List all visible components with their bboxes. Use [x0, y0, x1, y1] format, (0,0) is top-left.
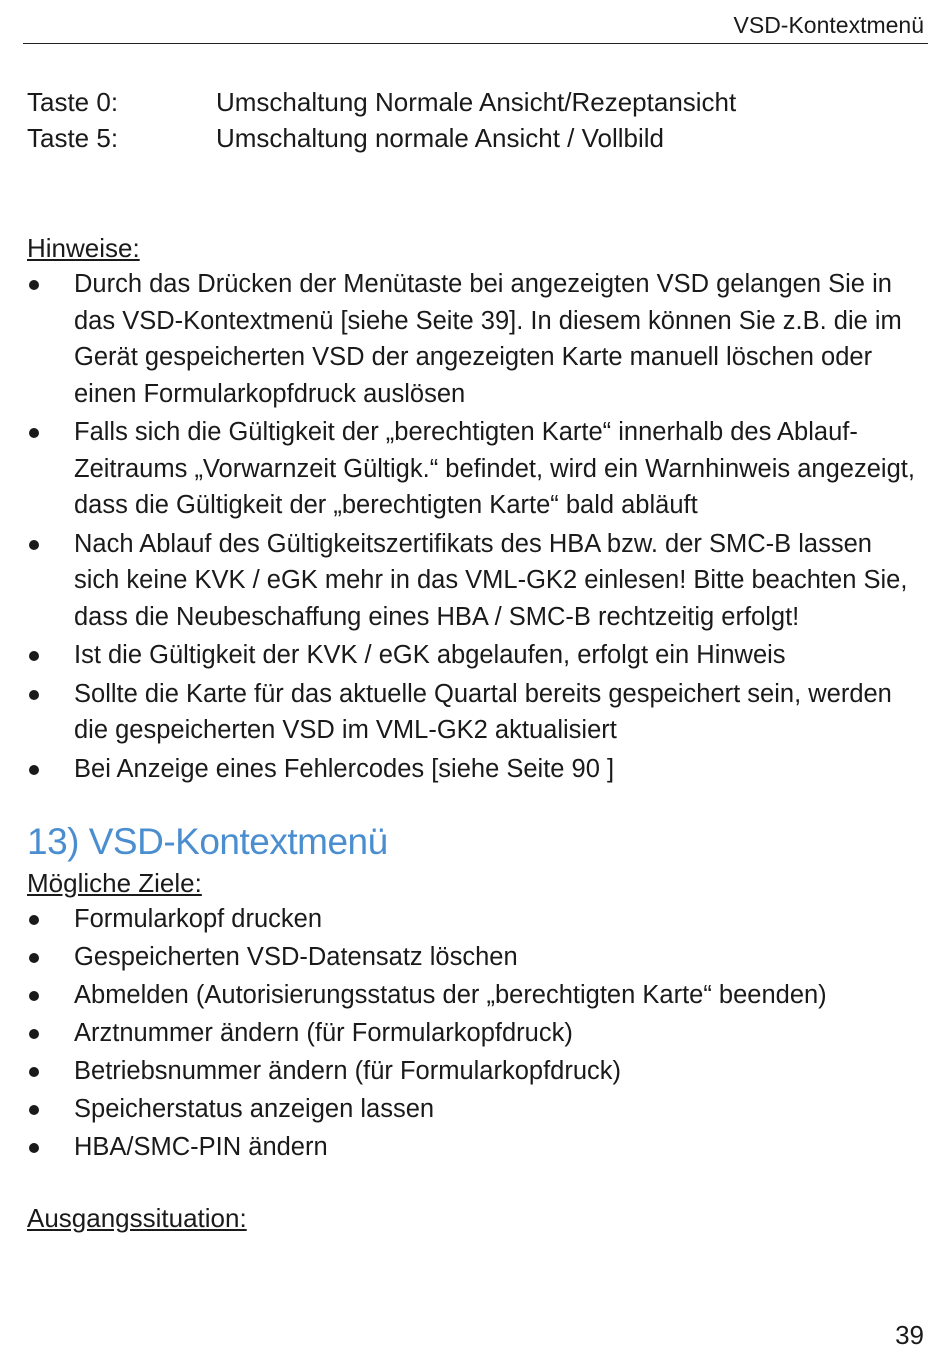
start-situation-label: Ausgangssituation:	[27, 1202, 247, 1233]
note-text: Durch das Drücken der Menütaste bei angezeigten VSD gelangen Sie in das VSD-Kontextmenü [siehe Seite 39]. In diesem können Sie z.B. die im Gerät gespeicherten VSD der angezeigten Karte manuell löschen oder einen Formularkopfdruck auslösen	[74, 270, 902, 408]
goal-item	[27, 1129, 922, 1166]
goal-text: Gespeicherten VSD-Datensatz löschen	[74, 943, 518, 971]
goal-item	[27, 939, 922, 976]
key-description: Umschaltung Normale Ansicht/Rezeptansicht	[216, 87, 737, 117]
key-description: Umschaltung normale Ansicht / Vollbild	[216, 123, 665, 153]
bullet-icon	[29, 1143, 39, 1153]
bullet-icon	[29, 280, 39, 290]
goal-text: Speicherstatus anzeigen lassen	[74, 1095, 435, 1123]
note-text: Ist die Gültigkeit der KVK / eGK abgelaufen, erfolgt ein Hinweis	[74, 641, 786, 669]
page-content	[27, 84, 922, 1236]
goal-item	[27, 977, 922, 1014]
note-item	[27, 414, 922, 524]
key-row	[27, 84, 922, 120]
section-heading: 13) VSD-Kontextmenü	[27, 821, 388, 862]
bullet-icon	[29, 651, 39, 661]
notes-label: Hinweise:	[27, 233, 140, 263]
key-row	[27, 120, 922, 156]
key-name: Taste 0:	[27, 87, 119, 117]
goal-item	[27, 1091, 922, 1128]
header-rule	[23, 43, 928, 44]
note-item	[27, 751, 922, 788]
note-item	[27, 266, 922, 412]
key-name: Taste 5:	[27, 123, 119, 153]
bullet-icon	[29, 915, 39, 925]
note-item	[27, 676, 922, 749]
goals-label: Mögliche Ziele:	[27, 868, 202, 898]
bullet-icon	[29, 1029, 39, 1039]
note-item	[27, 526, 922, 636]
bullet-icon	[29, 690, 39, 700]
goal-text: Formularkopf drucken	[74, 905, 323, 933]
bullet-icon	[29, 765, 39, 775]
note-text: Nach Ablauf des Gültigkeitszertifikats des HBA bzw. der SMC-B lassen sich keine KVK / eGK mehr in das VML-GK2 einlesen! Bitte beachten Sie, dass die Neubeschaffung eines HBA / SMC-B rechtzeitig erfolgt!	[74, 529, 908, 631]
bullet-icon	[29, 953, 39, 963]
note-text: Bei Anzeige eines Fehlercodes [siehe Seite 90 ]	[74, 754, 615, 783]
header-title: VSD-Kontextmenü	[733, 12, 924, 38]
goals-list	[27, 901, 922, 1166]
goal-text: Abmelden (Autorisierungsstatus der „berechtigten Karte“ beenden)	[74, 981, 827, 1009]
goal-item	[27, 901, 922, 938]
goal-text: Arztnummer ändern (für Formularkopfdruck)	[74, 1019, 573, 1047]
notes-section	[27, 230, 922, 787]
bullet-icon	[29, 1105, 39, 1115]
notes-list	[27, 266, 922, 787]
goal-item	[27, 1053, 922, 1090]
goal-item	[27, 1015, 922, 1052]
page-number: 39	[895, 1320, 924, 1350]
bullet-icon	[29, 428, 39, 438]
bullet-icon	[29, 991, 39, 1001]
bullet-icon	[29, 540, 39, 550]
key-list	[27, 84, 922, 156]
bullet-icon	[29, 1067, 39, 1077]
goal-text: HBA/SMC-PIN ändern	[74, 1133, 328, 1161]
note-text: Sollte die Karte für das aktuelle Quartal bereits gespeichert sein, werden die gespeicherten VSD im VML-GK2 aktualisiert	[74, 679, 892, 744]
goal-text: Betriebsnummer ändern (für Formularkopfdruck)	[74, 1057, 622, 1085]
note-item	[27, 637, 922, 674]
goals-section	[27, 865, 922, 1166]
note-text: Falls sich die Gültigkeit der „berechtigten Karte“ innerhalb des Ablauf-Zeitraums „Vorwarnzeit Gültigk.“ befindet, wird ein Warnhinweis angezeigt, dass die Gültigkeit der „berechtigten Karte“ bald abläuft	[74, 418, 915, 519]
